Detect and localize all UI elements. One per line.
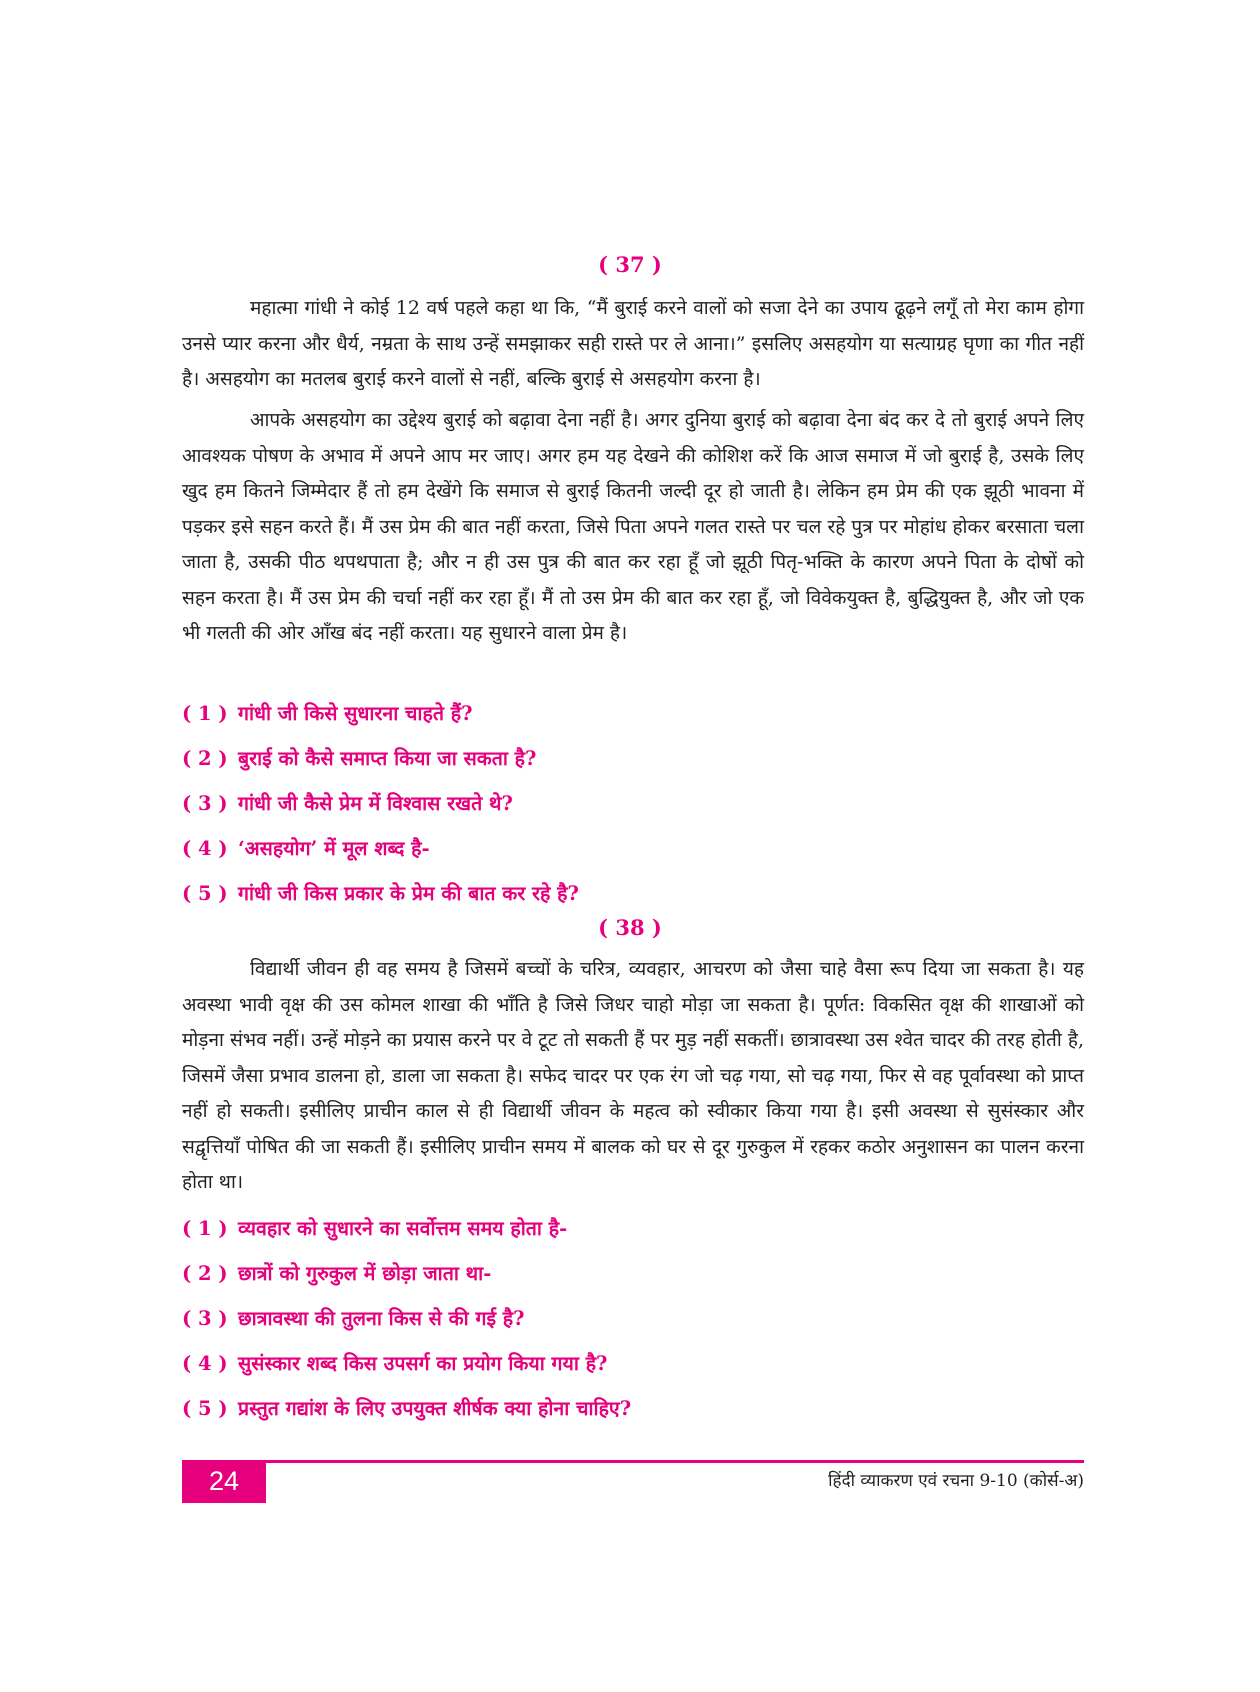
question-item: ( 4 ) सुसंस्कार शब्द किस उपसर्ग का प्रयोग किया गया है?: [182, 1352, 608, 1375]
question-item: ( 3 ) छात्रावस्था की तुलना किस से की गई है?: [182, 1307, 525, 1330]
question-item: ( 5 ) प्रस्तुत गद्यांश के लिए उपयुक्त शीर्षक क्या होना चाहिए?: [182, 1397, 632, 1420]
question-item: ( 2 ) बुराई को कैसे समाप्त किया जा सकता है?: [182, 747, 537, 770]
question-item: ( 1 ) गांधी जी किसे सुधारना चाहते हैं?: [182, 702, 473, 725]
passage-38-question-list: [182, 1206, 1084, 1431]
passage-37-paragraph-2: आपके असहयोग का उद्देश्य बुराई को बढ़ावा देना नहीं है। अगर दुनिया बुराई को बढ़ावा देना बंद कर दे तो बुराई अपने लिए आवश्यक पोषण के अभाव में अपने आप मर जाए। अगर हम यह देखने की कोशिश करें कि आज समाज में जो बुराई है, उसके लिए खुद हम कितने जिम्मेदार हैं तो हम देखेंगे कि समाज से बुराई कितनी जल्दी दूर हो जाती है। लेकिन हम प्रेम की एक झूठी भावना में पड़कर इसे सहन करते हैं। मैं उस प्रेम की बात नहीं करता, जिसे पिता अपने गलत रास्ते पर चल रहे पुत्र पर मोहांध होकर बरसाता चला जाता है, उसकी पीठ थपथपाता है; और न ही उस पुत्र की बात कर रहा हूँ जो झूठी पितृ-भक्ति के कारण अपने पिता के दोषों को सहन करता है। मैं उस प्रेम की चर्चा नहीं कर रहा हूँ। मैं तो उस प्रेम की बात कर रहा हूँ, जो विवेकयुक्त है, बुद्धियुक्त है, और जो एक भी गलती की ओर आँख बंद नहीं करता। यह सुधारने वाला प्रेम है।: [182, 409, 1084, 644]
page-number-badge: 24: [182, 1460, 266, 1503]
question-item: ( 1 ) व्यवहार को सुधारने का सर्वोत्तम समय होता है-: [182, 1217, 568, 1240]
passage-number-37: ( 37 ): [598, 252, 662, 277]
passage-37-paragraph-1: महात्मा गांधी ने कोई 12 वर्ष पहले कहा था कि, “मैं बुराई करने वालों को सजा देने का उपाय ढूढ़ने लगूँ तो मेरा काम होगा उनसे प्यार करना और धैर्य, नम्रता के साथ उन्हें समझाकर सही रास्ते पर ले आना।” इसलिए असहयोग या सत्याग्रह घृणा का गीत नहीं है। असहयोग का मतलब बुराई करने वालों से नहीं, बल्कि बुराई से असहयोग करना है।: [182, 297, 1084, 390]
book-title: हिंदी व्याकरण एवं रचना 9-10 (कोर्स-अ): [828, 1471, 1084, 1491]
question-item: ( 4 ) ‘असहयोग’ में मूल शब्द है-: [182, 837, 430, 860]
passage-number-38: ( 38 ): [598, 915, 662, 940]
question-item: ( 2 ) छात्रों को गुरुकुल में छोड़ा जाता था-: [182, 1262, 492, 1285]
question-item: ( 5 ) गांधी जी किस प्रकार के प्रेम की बात कर रहे है?: [182, 882, 579, 905]
question-item: ( 3 ) गांधी जी कैसे प्रेम में विश्वास रखते थे?: [182, 792, 513, 815]
footer-rule: [182, 1460, 1084, 1463]
passage-38-paragraph-1: विद्यार्थी जीवन ही वह समय है जिसमें बच्चों के चरित्र, व्यवहार, आचरण को जैसा चाहे वैसा रूप दिया जा सकता है। यह अवस्था भावी वृक्ष की उस कोमल शाखा की भाँति है जिसे जिधर चाहो मोड़ा जा सकता है। पूर्णत: विकसित वृक्ष की शाखाओं को मोड़ना संभव नहीं। उन्हें मोड़ने का प्रयास करने पर वे टूट तो सकती हैं पर मुड़ नहीं सकतीं। छात्रावस्था उस श्वेत चादर की तरह होती है, जिसमें जैसा प्रभाव डालना हो, डाला जा सकता है। सफेद चादर पर एक रंग जो चढ़ गया, सो चढ़ गया, फिर से वह पूर्वावस्था को प्राप्त नहीं हो सकती। इसीलिए प्राचीन काल से ही विद्यार्थी जीवन के महत्व को स्वीकार किया गया है। इसी अवस्था से सुसंस्कार और सद्वृत्तियाँ पोषित की जा सकती हैं। इसीलिए प्राचीन समय में बालक को घर से दूर गुरुकुल में रहकर कठोर अनुशासन का पालन करना होता था।: [182, 958, 1084, 1193]
passage-37-question-list: [182, 691, 1084, 916]
